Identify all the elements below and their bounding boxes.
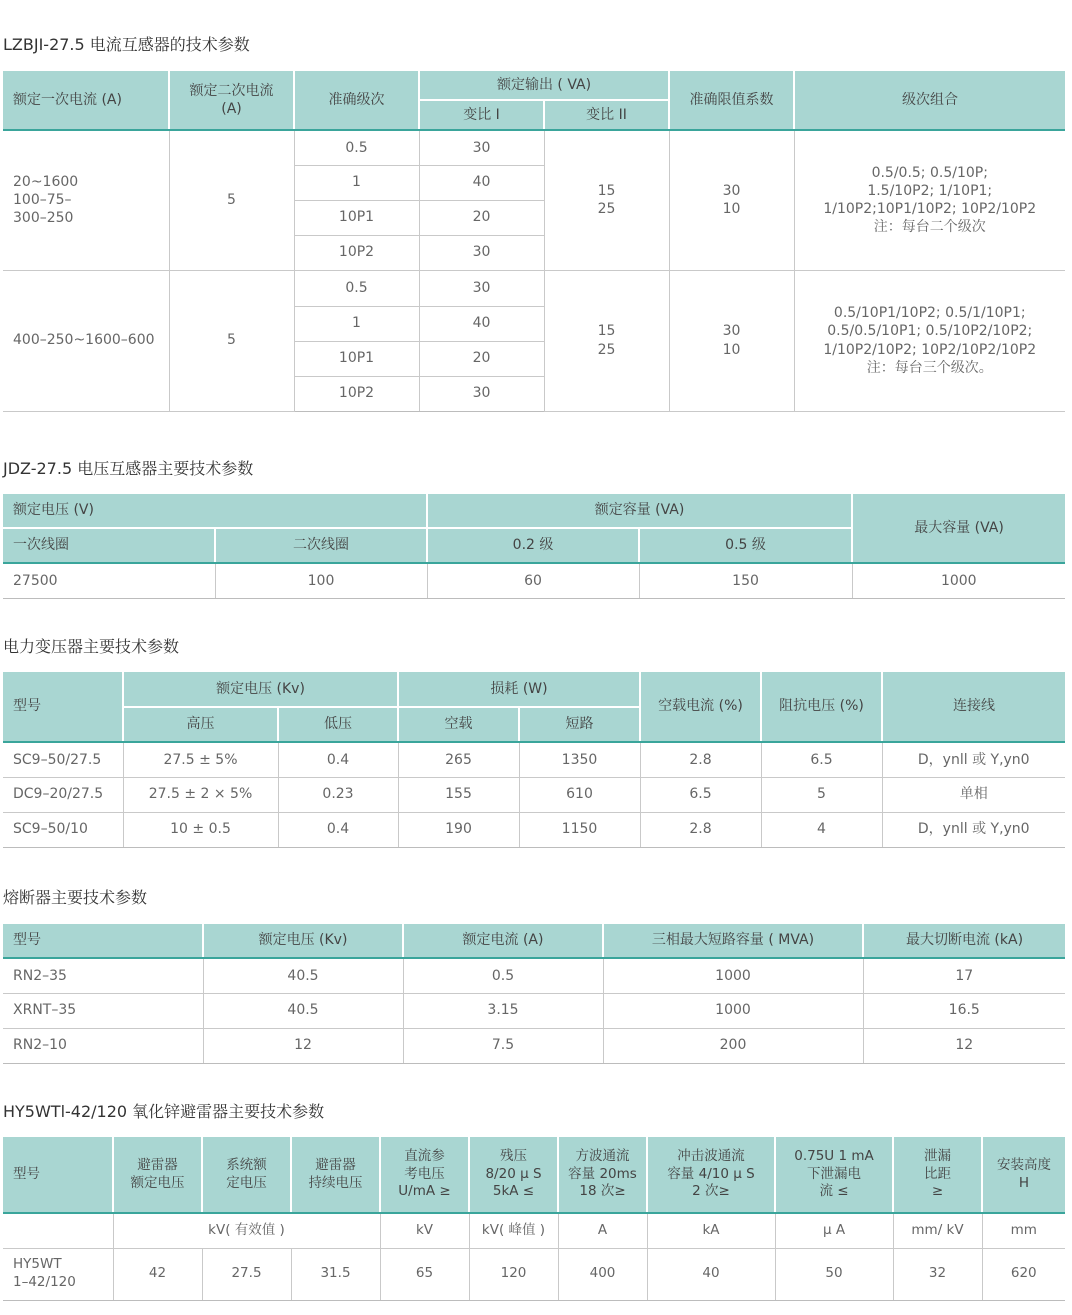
vt-header-class-05: 0.5 级 (639, 528, 852, 563)
ar-unit-cell: mm (982, 1213, 1065, 1248)
tr-cell: 5 (761, 777, 882, 812)
tr-header-noload-current: 空载电流 (%) (640, 671, 761, 742)
ar-header-install-height: 安装高度 H (982, 1136, 1065, 1213)
ar-unit-cell: kV( 峰值 ) (469, 1213, 558, 1248)
tr-cell: 2.8 (640, 812, 761, 847)
ct-cell-ratio1: 30 (419, 376, 544, 411)
tr-cell: 190 (398, 812, 519, 847)
ar-table (3, 1135, 1065, 1301)
tr-cell: 265 (398, 742, 519, 777)
ar-unit-cell: kV( 有效值 ) (113, 1213, 380, 1248)
ar-cell: 120 (469, 1248, 558, 1300)
tr-cell: 6.5 (761, 742, 882, 777)
fu-header-model: 型号 (3, 923, 203, 958)
fu-cell: 40.5 (203, 993, 403, 1028)
ar-header-square-wave: 方波通流 容量 20ms 18 次≥ (558, 1136, 647, 1213)
vt-header-primary-coil: 一次线圈 (3, 528, 215, 563)
tr-header-high: 高压 (123, 707, 278, 742)
vt-cell: 100 (215, 563, 427, 598)
ar-cell: 40 (647, 1248, 775, 1300)
vt-title: JDZ-27.5 电压互感器主要技术参数 (3, 459, 254, 478)
fu-header-max-break-current: 最大切断电流 (kA) (863, 923, 1065, 958)
vt-header-rated-capacity: 额定容量 (VA) (427, 493, 852, 528)
ct-cell-accuracy: 0.5 (294, 130, 419, 165)
fu-cell: 16.5 (863, 993, 1065, 1028)
fu-header-rated-voltage: 额定电压 (Kv) (203, 923, 403, 958)
ct-cell-combo: 0.5/0.5; 0.5/10P; 1.5/10P2; 1/10P1; 1/10P2;10P1/10P2; 10P2/10P2 注：每台二个级次 (794, 130, 1065, 270)
fu-cell: 1000 (603, 993, 863, 1028)
ar-cell: 620 (982, 1248, 1065, 1300)
ct-cell-ratio1: 30 (419, 130, 544, 165)
ct-cell-ratio1: 20 (419, 341, 544, 376)
ar-cell: HY5WT 1–42/120 (3, 1248, 113, 1300)
fu-title: 熔断器主要技术参数 (3, 888, 148, 907)
table-row (3, 1248, 1065, 1300)
vt-cell: 27500 (3, 563, 215, 598)
tr-cell: 1150 (519, 812, 640, 847)
table-row (3, 1028, 1065, 1063)
ct-cell-ratio1: 40 (419, 306, 544, 341)
ar-cell: 400 (558, 1248, 647, 1300)
fu-header-rated-current: 额定电流 (A) (403, 923, 603, 958)
tr-cell: 155 (398, 777, 519, 812)
tr-table (3, 670, 1065, 848)
tr-cell: SC9–50/10 (3, 812, 123, 847)
ct-cell-alf: 30 10 (669, 130, 794, 270)
tr-cell: 1350 (519, 742, 640, 777)
table-row (3, 563, 1065, 598)
ar-header-leakage-current: 0.75U 1 mA 下泄漏电 流 ≤ (775, 1136, 893, 1213)
vt-header-secondary-coil: 二次线圈 (215, 528, 427, 563)
tr-cell: DC9–20/27.5 (3, 777, 123, 812)
tr-header-low: 低压 (278, 707, 398, 742)
tr-cell: D，ynll 或 Y,yn0 (882, 812, 1065, 847)
fu-cell: RN2–35 (3, 958, 203, 993)
vt-table (3, 492, 1065, 599)
ct-cell-secondary: 5 (169, 270, 294, 411)
vt-cell: 150 (639, 563, 852, 598)
ct-cell-accuracy: 0.5 (294, 270, 419, 306)
ct-cell-secondary: 5 (169, 130, 294, 270)
ar-cell: 65 (380, 1248, 469, 1300)
ar-header-residual-voltage: 残压 8/20 μ S 5kA ≤ (469, 1136, 558, 1213)
ct-table (3, 69, 1065, 412)
tr-cell: 610 (519, 777, 640, 812)
tr-header-short: 短路 (519, 707, 640, 742)
tr-header-model: 型号 (3, 671, 123, 742)
ar-cell: 32 (893, 1248, 982, 1300)
ar-cell: 31.5 (291, 1248, 380, 1300)
table-row (3, 270, 1065, 306)
tr-header-impedance: 阻抗电压 (%) (761, 671, 882, 742)
ct-cell-accuracy: 10P1 (294, 341, 419, 376)
vt-header-max-capacity: 最大容量 (VA) (852, 493, 1065, 563)
tr-title: 电力变压器主要技术参数 (3, 637, 180, 656)
tr-cell: 4 (761, 812, 882, 847)
fu-cell: RN2–10 (3, 1028, 203, 1063)
ar-cell: 50 (775, 1248, 893, 1300)
fu-cell: 3.15 (403, 993, 603, 1028)
fu-cell: 12 (203, 1028, 403, 1063)
ct-cell-primary: 400–250~1600–600 (3, 270, 169, 411)
table-row (3, 812, 1065, 847)
ar-unit-cell: kA (647, 1213, 775, 1248)
tr-cell: 0.4 (278, 742, 398, 777)
ct-header-accuracy: 准确级次 (294, 70, 419, 130)
ct-cell-ratio1: 40 (419, 165, 544, 200)
fu-header-short-capacity: 三相最大短路容量 ( MVA) (603, 923, 863, 958)
ct-cell-accuracy: 10P2 (294, 235, 419, 270)
ct-header-primary: 额定一次电流 (A) (3, 70, 169, 130)
ct-header-alf: 准确限值系数 (669, 70, 794, 130)
tr-cell: 27.5 ± 5% (123, 742, 278, 777)
ct-cell-accuracy: 1 (294, 306, 419, 341)
fu-cell: 200 (603, 1028, 863, 1063)
tr-cell: 单相 (882, 777, 1065, 812)
table-row (3, 1213, 1065, 1248)
ct-cell-ratio1: 30 (419, 235, 544, 270)
tr-cell: 27.5 ± 2 × 5% (123, 777, 278, 812)
table-row (3, 742, 1065, 777)
ar-unit-cell: mm/ kV (893, 1213, 982, 1248)
ar-header-model: 型号 (3, 1136, 113, 1213)
ct-header-ratio2: 变比 II (544, 100, 669, 130)
ct-cell-accuracy: 10P1 (294, 200, 419, 235)
fu-cell: 7.5 (403, 1028, 603, 1063)
ar-header-system-voltage: 系统额 定电压 (202, 1136, 291, 1213)
ct-cell-accuracy: 10P2 (294, 376, 419, 411)
ct-header-secondary: 额定二次电流 (A) (169, 70, 294, 130)
fu-cell: 12 (863, 1028, 1065, 1063)
tr-cell: 10 ± 0.5 (123, 812, 278, 847)
ar-header-impulse-current: 冲击波通流 容量 4/10 μ S 2 次≥ (647, 1136, 775, 1213)
vt-cell: 60 (427, 563, 639, 598)
ct-cell-ratio1: 20 (419, 200, 544, 235)
ar-header-creepage: 泄漏 比距 ≥ (893, 1136, 982, 1213)
ar-header-dc-reference-voltage: 直流参 考电压 U/mA ≥ (380, 1136, 469, 1213)
ar-unit-cell (3, 1213, 113, 1248)
ct-header-output: 额定输出 ( VA) (419, 70, 669, 100)
tr-header-connection: 连接线 (882, 671, 1065, 742)
tr-cell: 6.5 (640, 777, 761, 812)
fu-cell: 0.5 (403, 958, 603, 993)
vt-header-class-02: 0.2 级 (427, 528, 639, 563)
ar-cell: 42 (113, 1248, 202, 1300)
tr-header-rated-voltage: 额定电压 (Kv) (123, 671, 398, 707)
tr-cell: SC9–50/27.5 (3, 742, 123, 777)
ct-cell-ratio2: 15 25 (544, 130, 669, 270)
ar-cell: 27.5 (202, 1248, 291, 1300)
ar-unit-cell: kV (380, 1213, 469, 1248)
ar-unit-cell: A (558, 1213, 647, 1248)
fu-cell: XRNT–35 (3, 993, 203, 1028)
table-row (3, 993, 1065, 1028)
tr-cell: 0.23 (278, 777, 398, 812)
tr-header-noload: 空载 (398, 707, 519, 742)
tr-cell: D，ynll 或 Y,yn0 (882, 742, 1065, 777)
ct-cell-primary: 20~1600 100–75– 300–250 (3, 130, 169, 270)
ar-header-rated-voltage: 避雷器 额定电压 (113, 1136, 202, 1213)
fu-cell: 1000 (603, 958, 863, 993)
ar-header-continuous-voltage: 避雷器 持续电压 (291, 1136, 380, 1213)
table-row (3, 777, 1065, 812)
ar-title: HY5WTl-42/120 氧化锌避雷器主要技术参数 (3, 1102, 325, 1121)
fu-cell: 17 (863, 958, 1065, 993)
tr-cell: 0.4 (278, 812, 398, 847)
fu-table (3, 922, 1065, 1064)
vt-header-rated-voltage: 额定电压 (V) (3, 493, 427, 528)
ct-header-combo: 级次组合 (794, 70, 1065, 130)
ct-cell-combo: 0.5/10P1/10P2; 0.5/1/10P1; 0.5/0.5/10P1; 0.5/10P2/10P2; 1/10P2/10P2; 10P2/10P2/10P2 注：每台三个级次。 (794, 270, 1065, 411)
ct-cell-accuracy: 1 (294, 165, 419, 200)
vt-cell: 1000 (852, 563, 1065, 598)
tr-header-loss: 损耗 (W) (398, 671, 640, 707)
ar-unit-cell: μ A (775, 1213, 893, 1248)
ct-title: LZBJI-27.5 电流互感器的技术参数 (3, 35, 250, 54)
table-row (3, 958, 1065, 993)
table-row (3, 130, 1065, 165)
tr-cell: 2.8 (640, 742, 761, 777)
ct-cell-ratio2: 15 25 (544, 270, 669, 411)
ct-cell-ratio1: 30 (419, 270, 544, 306)
ct-cell-alf: 30 10 (669, 270, 794, 411)
ct-header-ratio1: 变比 I (419, 100, 544, 130)
fu-cell: 40.5 (203, 958, 403, 993)
